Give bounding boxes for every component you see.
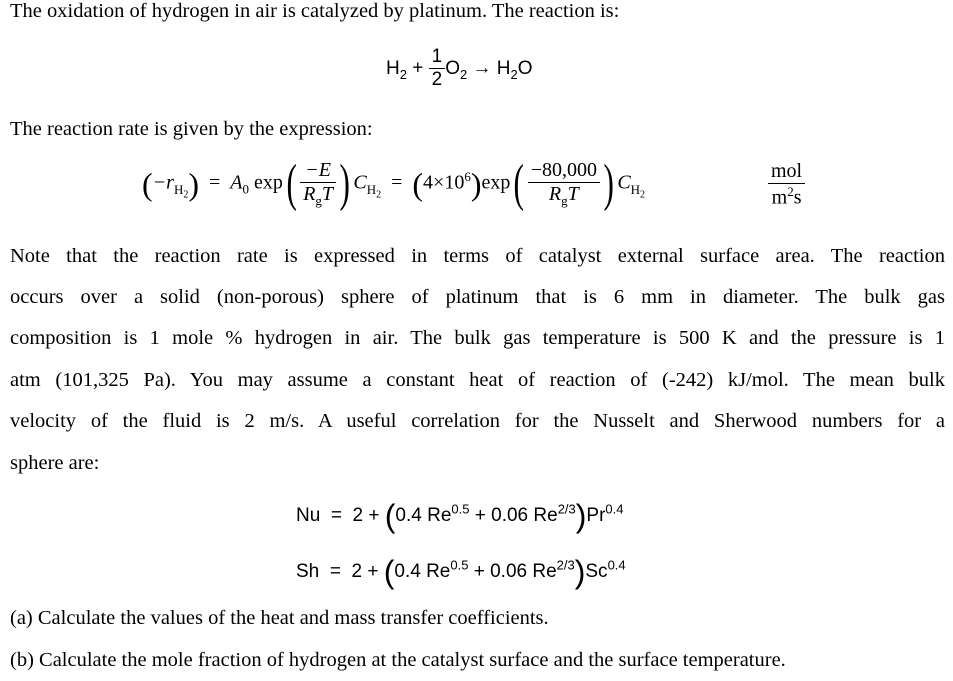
nusselt-equation: Nu = 2 + (0.4 $Re^{0.5} + 0.06$ $Re^{2/3})Pr^{0.4}$ [296, 498, 624, 534]
rate-intro-text: The reaction rate is given by the expression: [10, 118, 373, 140]
rate-equation: $(-r_{H_2}) = A_0$ exp( $\frac{-E}{R_gT}$ ) $C_{H_2} = (4\times 10^6)\exp$( $\frac{-80,000}{R_gT}$ ) $C_{H_2}$ [142, 155, 646, 212]
sherwood-equation: Sh = 2 + (0.4 $Re^{0.5} + 0.06$ $Re^{2/3})Sc^{0.4}$ [296, 554, 626, 590]
paragraph-line-4: atm (101,325 Pa). You may assume a constant heat of reaction of (-242) kJ/mol. The mean bulk [10, 369, 945, 391]
half-fraction: $\frac{1}{2}$ [429, 46, 446, 91]
reactant-h2: $H_2$ [386, 57, 407, 82]
paragraph-line-1: Note that the reaction rate is expressed in terms of catalyst external surface area. The reaction [10, 245, 945, 267]
paragraph-line-5: velocity of the fluid is 2 m/s. A useful correlation for the Nusselt and Sherwood numbers for a [10, 410, 945, 432]
reaction-arrow: → [472, 57, 492, 79]
paragraph-line-3: composition is 1 mole % hydrogen in air. The bulk gas temperature is 500 K and the pressure is 1 [10, 327, 945, 349]
reaction-equation [386, 46, 533, 91]
paragraph-line-6: sphere are: [10, 452, 100, 474]
question-a: (a) Calculate the values of the heat and mass transfer coefficients. [10, 607, 549, 629]
question-b: (b) Calculate the mole fraction of hydrogen at the catalyst surface and the surface temperature. [10, 649, 786, 671]
plus-sign: + [412, 57, 424, 79]
rate-units: $\frac{\text{mol}}{m^2s}$ [768, 160, 805, 210]
paragraph-line-2: occurs over a solid (non-porous) sphere of platinum that is 6 mm in diameter. The bulk gas [10, 286, 945, 308]
product-h2o: $H_2O$ [496, 57, 533, 82]
intro-text: The oxidation of hydrogen in air is catalyzed by platinum. The reaction is: [10, 0, 620, 22]
reactant-o2: $O_2$ [445, 57, 468, 82]
